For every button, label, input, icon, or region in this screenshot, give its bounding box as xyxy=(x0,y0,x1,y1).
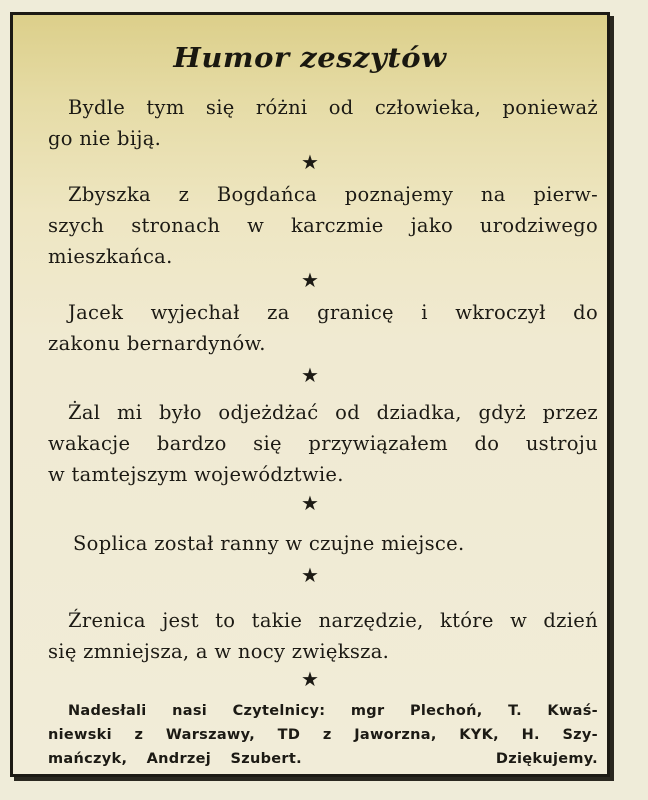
star-separator: ★ xyxy=(301,563,319,587)
joke-line: Soplica został ranny w czujne miejsce. xyxy=(73,532,465,555)
joke-3 xyxy=(48,297,598,359)
star-separator: ★ xyxy=(301,491,319,515)
joke-6 xyxy=(48,605,598,667)
joke-line: szych stronach w karczmie jako urodziwego xyxy=(48,214,598,237)
joke-line: Jacek wyjechał za granicę i wkroczył do xyxy=(68,301,598,324)
joke-line: w tamtejszym województwie. xyxy=(48,463,344,486)
joke-line: Źrenica jest to takie narzędzie, które w dzień xyxy=(68,609,598,632)
joke-line: go nie biją. xyxy=(48,127,162,150)
star-separator: ★ xyxy=(301,363,319,387)
credits-line: mańczyk, Andrzej Szubert. Dziękujemy. xyxy=(48,751,598,767)
joke-2 xyxy=(48,179,598,272)
star-separator: ★ xyxy=(301,268,319,292)
star-separator: ★ xyxy=(301,667,319,691)
joke-line: wakacje bardzo się przywiązałem do ustroju xyxy=(48,432,598,455)
joke-line: Zbyszka z Bogdańca poznajemy na pierw- xyxy=(68,183,598,206)
column-title: Humor zeszytów xyxy=(173,42,447,74)
joke-line: Żal mi było odjeżdżać od dziadka, gdyż przez xyxy=(68,401,598,424)
credits-line: niewski z Warszawy, TD z Jaworzna, KYK, H. Szy- xyxy=(48,727,598,743)
joke-line: Bydle tym się różni od człowieka, ponieważ xyxy=(68,96,598,119)
joke-1 xyxy=(48,92,598,154)
joke-line: się zmniejsza, a w nocy zwiększa. xyxy=(48,640,390,663)
joke-4 xyxy=(48,397,598,490)
joke-5 xyxy=(73,528,603,559)
credits xyxy=(48,699,598,771)
joke-line: zakonu bernardynów. xyxy=(48,332,266,355)
column-frame xyxy=(10,12,610,777)
credits-line: Nadesłali nasi Czytelnicy: mgr Plechoń, T. Kwaś- xyxy=(68,703,598,719)
star-separator: ★ xyxy=(301,150,319,174)
joke-line: mieszkańca. xyxy=(48,245,173,268)
